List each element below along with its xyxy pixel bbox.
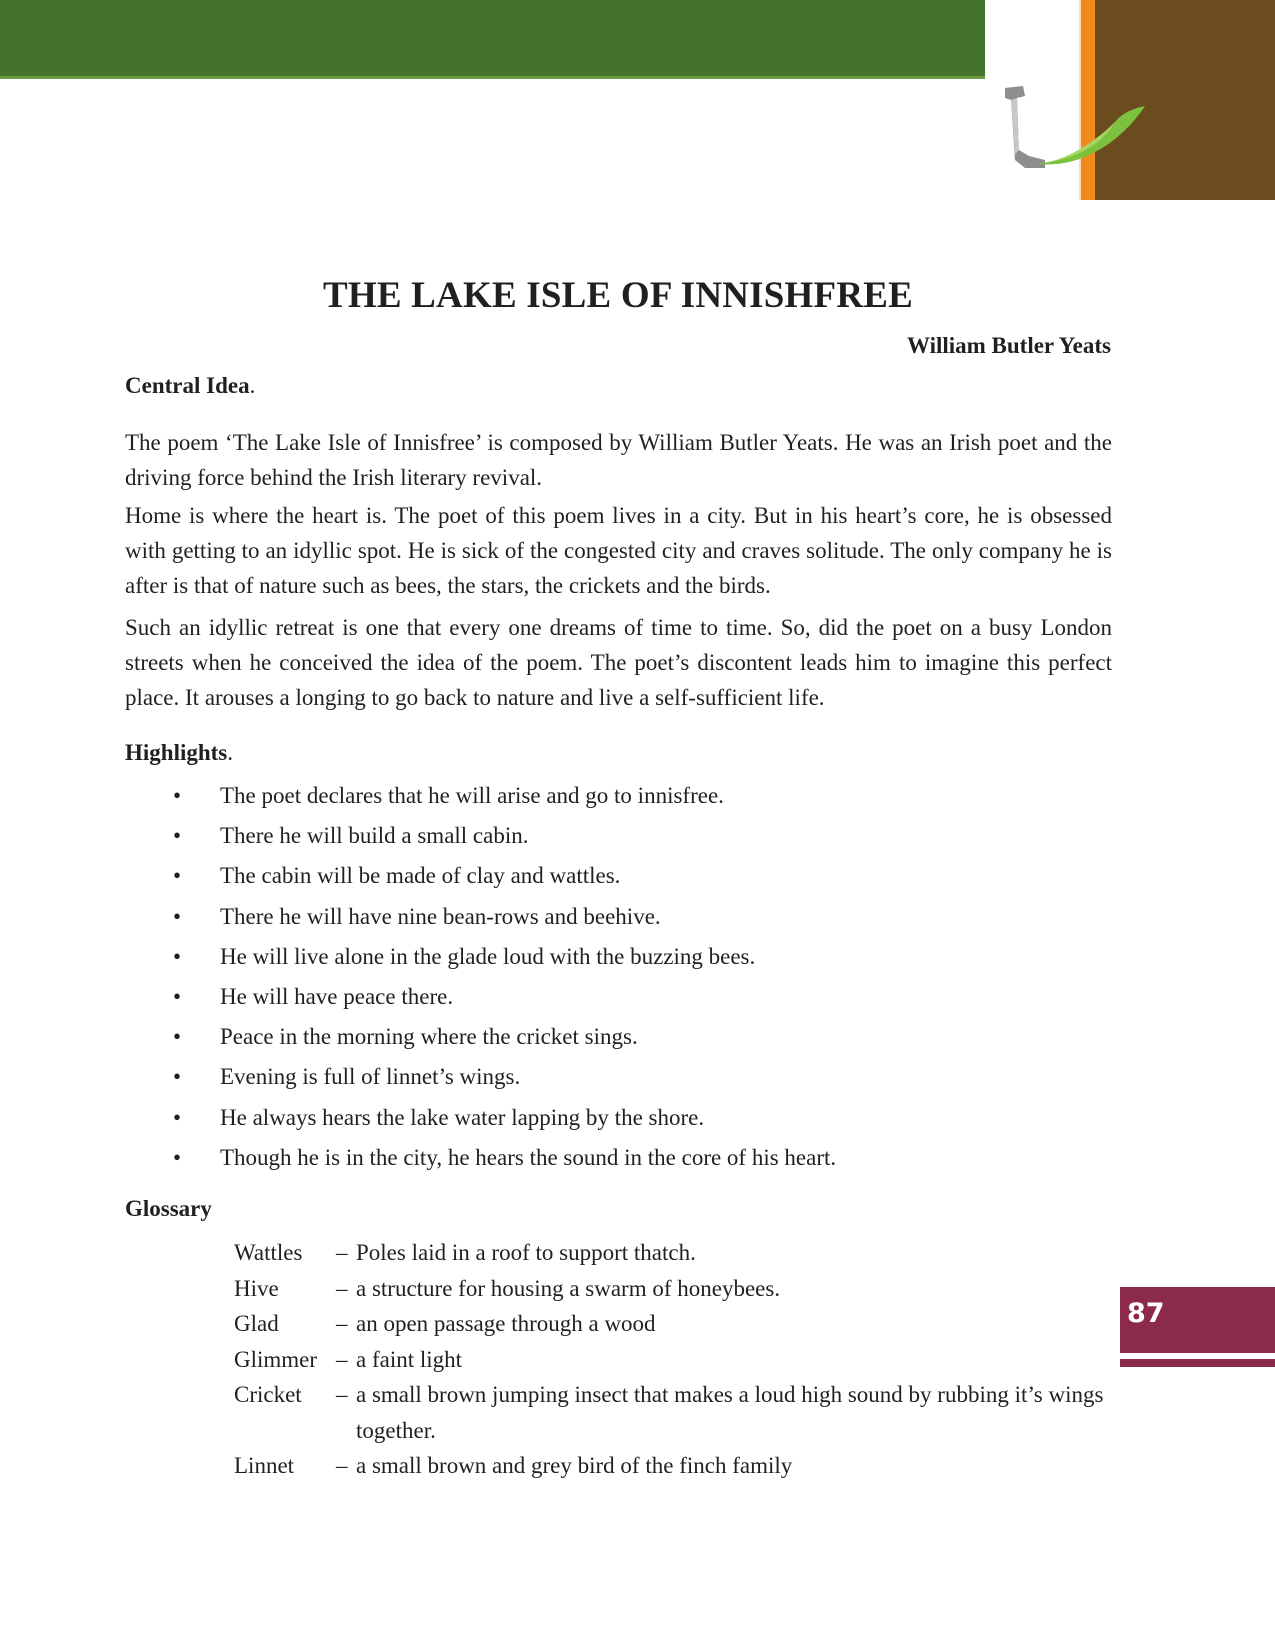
glossary-dash: – [336,1275,348,1301]
header-band [0,0,985,78]
list-item [170,859,836,899]
list-item-text: He will live alone in the glade loud with the buzzing bees. [220,943,756,969]
central-idea-heading-punct: . [249,373,256,398]
glossary-entry [234,1306,1116,1342]
bullet-icon: • [173,1104,182,1130]
glossary-definition: a faint light [356,1346,463,1372]
list-item-text: He will have peace there. [220,983,454,1009]
central-idea-paragraph: Home is where the heart is. The poet of this poem lives in a city. But in his heart’s core, he is obsessed with getting to an idyllic spot. He is sick of the congested city and craves solitude. The only company he is after is that of nature such as bees, the stars, the crickets and the birds. [125,503,1112,598]
glossary-heading: Glossary [125,1196,212,1221]
list-item-text: There he will have nine bean-rows and beehive. [220,903,661,929]
glossary-term: Wattles [234,1240,303,1265]
list-item [170,940,836,980]
list-item-text: Though he is in the city, he hears the sound in the core of his heart. [220,1144,837,1170]
bullet-icon: • [173,1144,182,1170]
bullet-icon: • [173,783,182,808]
bullet-icon: • [173,863,182,889]
glossary-entry [234,1271,1116,1307]
glossary-definition: a structure for housing a swarm of honeybees. [356,1275,781,1301]
glossary-term: Cricket [234,1382,302,1407]
page-number-tab-line [1120,1359,1275,1367]
list-item [170,779,836,819]
list-item-text: The cabin will be made of clay and wattles. [220,863,621,889]
corner-decoration [985,0,1275,200]
highlights-heading-punct: . [227,740,234,765]
glossary-list [234,1235,1116,1484]
central-idea-heading-text: Central Idea [125,373,250,398]
list-item-text: He always hears the lake water lapping by the shore. [220,1104,705,1130]
author-name: William Butler Yeats [906,333,1111,358]
highlights-heading [125,740,233,766]
central-idea-paragraph: The poem ‘The Lake Isle of Innisfree’ is composed by William Butler Yeats. He was an Irish poet and the driving force behind the Irish literary revival. [125,430,1112,490]
glossary-dash: – [336,1346,348,1372]
glossary-dash: – [336,1453,348,1478]
list-item-text: The poet declares that he will arise and go to innisfree. [220,783,724,808]
header-band-line [0,76,985,79]
glossary-term: Linnet [234,1453,295,1478]
bullet-icon: • [173,903,182,929]
central-idea-paragraph: Such an idyllic retreat is one that every one dreams of time to time. So, did the poet on a busy London streets when he conceived the idea of the poem. The poet’s discontent leads him to imagine this perfect place. It arouses a longing to go back to nature and live a self-sufficient life. [125,615,1112,710]
list-item [170,900,836,940]
list-item [170,1141,836,1181]
glossary-dash: – [336,1382,348,1407]
list-item [170,1060,836,1100]
list-item [170,980,836,1020]
bullet-icon: • [173,943,182,969]
list-item [170,819,836,859]
glossary-dash: – [336,1311,348,1336]
bullet-icon: • [173,983,182,1009]
glossary-term: Hive [234,1275,279,1301]
glossary-definition: Poles laid in a roof to support thatch. [356,1240,696,1265]
list-item-text: Peace in the morning where the cricket sings. [220,1024,638,1050]
highlights-heading-text: Highlights [125,740,228,765]
glossary-definition: an open passage through a wood [356,1311,656,1336]
list-item [170,1101,836,1141]
bullet-icon: • [173,1064,182,1090]
glossary-dash: – [336,1240,348,1265]
list-item [170,1020,836,1060]
bullet-icon: • [173,823,182,849]
list-item-text: Evening is full of linnet’s wings. [220,1064,521,1090]
page-number: 87 [1127,1298,1165,1329]
highlights-list [170,779,836,1181]
glossary-entry [234,1235,1116,1271]
bullet-icon: • [173,1024,182,1050]
glossary-entry [234,1448,1116,1484]
glossary-entry [234,1342,1116,1378]
central-idea-heading [125,373,255,399]
page-title: THE LAKE ISLE OF INNISHFREE [322,275,913,316]
glossary-definition: a small brown and grey bird of the finch family [356,1453,793,1478]
glossary-term: Glimmer [234,1346,318,1372]
glossary-definition: a small brown jumping insect that makes a loud high sound by rubbing it’s wings together. [356,1382,1104,1443]
list-item-text: There he will build a small cabin. [220,823,529,849]
glossary-entry [234,1377,1116,1448]
glossary-term: Glad [234,1311,279,1336]
